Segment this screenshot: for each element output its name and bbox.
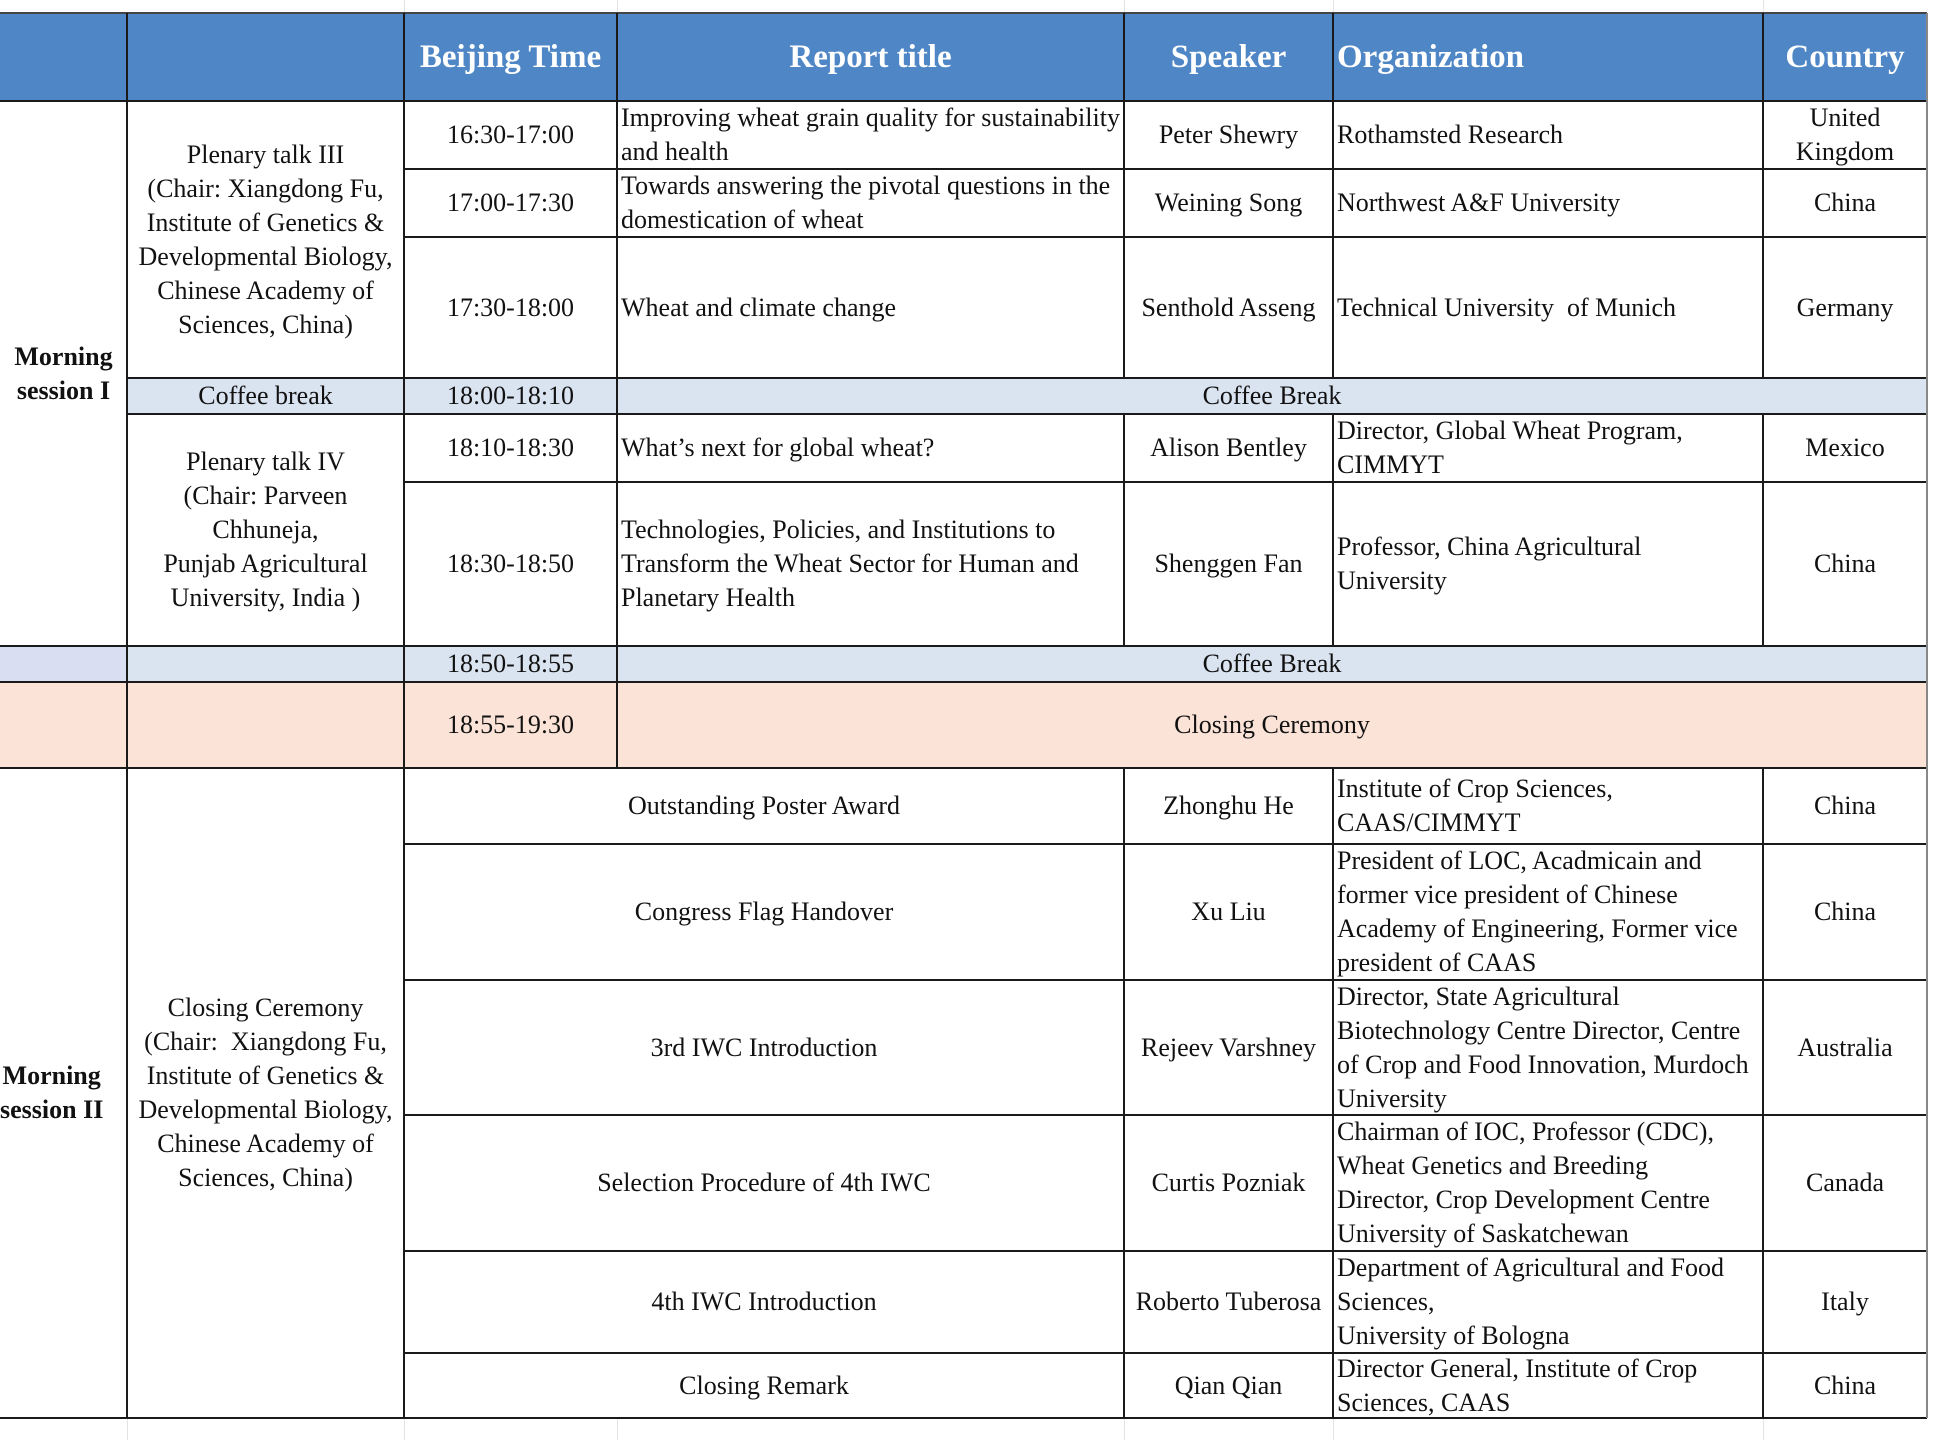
talk-time: 17:00-17:30 <box>446 188 575 217</box>
gridline <box>1763 1418 1764 1440</box>
ceremony-speaker: Zhonghu He <box>1163 791 1294 820</box>
border-line <box>1762 414 1764 646</box>
header-beijing-time: Beijing Time <box>404 13 617 101</box>
closing-block-cell <box>127 682 404 768</box>
talk-speaker: Shenggen Fan <box>1154 549 1303 578</box>
talk-country: United Kingdom <box>1795 103 1895 166</box>
coffee-break-title: Coffee Break <box>617 378 1927 414</box>
coffee-break-label: Coffee break <box>127 378 404 414</box>
border-line <box>126 13 128 1418</box>
border-line <box>0 645 1927 647</box>
ceremony-organization: Director, State Agricultural Biotechnology Centre Director, Centre of Crop and Food Innovation, Murdoch University <box>1337 981 1749 1113</box>
talk-title: Improving wheat grain quality for sustainability and health <box>621 103 1120 166</box>
border-line <box>1332 768 1334 1418</box>
border-line <box>403 13 405 1418</box>
border-line <box>404 1250 1927 1252</box>
header-block <box>127 13 404 101</box>
talk-organization: Director, Global Wheat Program, CIMMYT <box>1337 416 1683 479</box>
border-line <box>404 481 1927 483</box>
border-line <box>404 168 1927 170</box>
talk-time: 18:30-18:50 <box>446 549 575 578</box>
ceremony-item: 4th IWC Introduction <box>651 1287 877 1316</box>
coffee-break-title: Coffee Break <box>617 646 1927 682</box>
talk-speaker: Weining Song <box>1154 188 1303 217</box>
border-line <box>1123 13 1125 378</box>
header-speaker: Speaker <box>1124 13 1333 101</box>
border-line <box>1332 13 1334 378</box>
border-line <box>404 1352 1927 1354</box>
border-line <box>404 979 1927 981</box>
header-country: Country <box>1763 13 1927 101</box>
ceremony-speaker: Rejeev Varshney <box>1141 1032 1316 1062</box>
header-session <box>0 13 127 101</box>
gridline <box>1333 1418 1334 1440</box>
ceremony-country: China <box>1813 1370 1877 1400</box>
session-label-morning-1: Morning session I <box>14 341 113 405</box>
talk-title: Towards answering the pivotal questions in the domestication of wheat <box>621 171 1111 234</box>
coffee-break-time: 18:00-18:10 <box>404 378 617 414</box>
talk-organization: Northwest A&F University <box>1337 188 1621 217</box>
border-line <box>1926 13 1928 1418</box>
ceremony-item: Selection Procedure of 4th IWC <box>597 1168 931 1197</box>
talk-title: Technologies, Policies, and Institutions to Transform the Wheat Sector for Human and Planetary Health <box>621 515 1079 612</box>
gridline <box>404 1418 405 1440</box>
talk-organization: Technical University of Munich <box>1337 292 1676 322</box>
ceremony-item: 3rd IWC Introduction <box>650 1032 878 1062</box>
gridline <box>127 1418 128 1440</box>
talk-country: China <box>1813 188 1877 217</box>
talk-speaker: Senthold Asseng <box>1141 292 1316 322</box>
talk-time: 17:30-18:00 <box>446 292 575 322</box>
border-line <box>0 100 1927 102</box>
border-line <box>1332 414 1334 646</box>
closing-time: 18:55-19:30 <box>404 682 617 768</box>
ceremony-organization: Chairman of IOC, Professor (CDC), Wheat Genetics and Breeding Director, Crop Development Centre University of Saskatchewan <box>1337 1117 1714 1248</box>
talk-time: 18:10-18:30 <box>446 433 575 462</box>
border-line <box>0 681 1927 683</box>
gridline <box>617 1418 618 1440</box>
border-line <box>616 13 618 768</box>
border-line <box>0 1417 1927 1419</box>
ceremony-country: Canada <box>1806 1168 1884 1197</box>
talk-organization: Professor, China Agricultural University <box>1337 532 1642 595</box>
talk-speaker: Alison Bentley <box>1150 433 1307 462</box>
border-line <box>127 377 1927 379</box>
ceremony-speaker: Xu Liu <box>1191 897 1266 926</box>
border-line <box>1123 768 1125 1418</box>
talk-title: What’s next for global wheat? <box>621 433 935 462</box>
ceremony-organization: Department of Agricultural and Food Sciences, University of Bologna <box>1337 1253 1725 1350</box>
border-line <box>404 843 1927 845</box>
talk-organization: Rothamsted Research <box>1337 120 1563 149</box>
talk-country: Mexico <box>1805 433 1885 462</box>
border-line <box>404 1114 1927 1116</box>
border-line <box>0 12 1927 14</box>
border-line <box>1762 13 1764 378</box>
border-line <box>127 413 1927 415</box>
closing-title: Closing Ceremony <box>617 682 1927 768</box>
ceremony-speaker: Roberto Tuberosa <box>1135 1287 1322 1316</box>
border-line <box>1762 768 1764 1418</box>
border-line <box>1123 414 1125 646</box>
ceremony-country: Australia <box>1797 1032 1893 1062</box>
coffee-break-session-cell <box>0 646 127 682</box>
block-plenary-talk-4: Plenary talk IV (Chair: Parveen Chhuneja, Punjab Agricultural University, India ) <box>163 447 368 612</box>
header-organization: Organization <box>1333 13 1763 101</box>
coffee-break-time: 18:50-18:55 <box>404 646 617 682</box>
ceremony-organization: Director General, Institute of Crop Sciences, CAAS <box>1337 1353 1698 1417</box>
talk-title: Wheat and climate change <box>621 292 897 322</box>
closing-session-cell <box>0 682 127 768</box>
border-line <box>404 236 1927 238</box>
ceremony-item: Outstanding Poster Award <box>627 791 901 820</box>
talk-country: Germany <box>1796 292 1894 322</box>
talk-time: 16:30-17:00 <box>446 120 575 149</box>
coffee-break-block-cell <box>127 646 404 682</box>
block-plenary-talk-3: Plenary talk III (Chair: Xiangdong Fu, Institute of Genetics & Developmental Biology, Chinese Academy of Sciences, China) <box>138 139 393 339</box>
ceremony-country: China <box>1813 791 1877 820</box>
ceremony-speaker: Qian Qian <box>1174 1370 1283 1400</box>
ceremony-item: Closing Remark <box>679 1370 849 1400</box>
ceremony-country: Italy <box>1821 1287 1869 1316</box>
ceremony-organization: Institute of Crop Sciences, CAAS/CIMMYT <box>1337 774 1613 837</box>
ceremony-country: China <box>1813 897 1877 926</box>
block-closing-ceremony: Closing Ceremony (Chair: Xiangdong Fu, Institute of Genetics & Developmental Biology, Chinese Academy of Sciences, China) <box>138 993 393 1192</box>
session-label-morning-2: Morning session II <box>0 1061 104 1124</box>
talk-country: China <box>1813 549 1877 578</box>
ceremony-organization: President of LOC, Acadmicain and former vice president of Chinese Academy of Engineering, Former vice president of CAAS <box>1337 846 1738 977</box>
ceremony-item: Congress Flag Handover <box>634 897 894 926</box>
talk-speaker: Peter Shewry <box>1158 120 1299 149</box>
gridline <box>1124 1418 1125 1440</box>
ceremony-speaker: Curtis Pozniak <box>1151 1168 1306 1197</box>
header-report-title: Report title <box>617 13 1124 101</box>
border-line <box>0 767 1927 769</box>
